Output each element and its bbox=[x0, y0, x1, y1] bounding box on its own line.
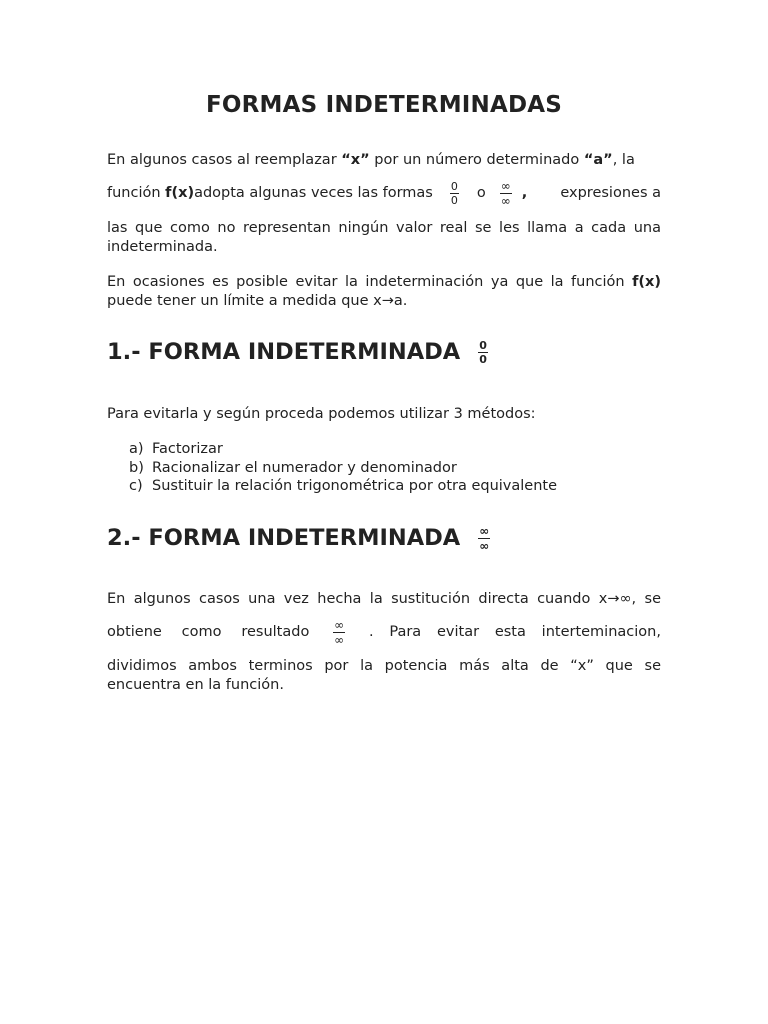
section-2-heading: 2.- FORMA INDETERMINADA $\frac{\infty}{\infty}$ bbox=[107, 523, 490, 553]
list-item: c) Sustituir la relación trigonométrica por otra equivalente bbox=[129, 478, 558, 494]
intro-line-2: función f(x) adopta algunas veces las formas $\frac{0}{0}$ o $\frac{\infty}{\infty}$ , expresiones a bbox=[107, 178, 661, 208]
section-2-line-2: obtiene como resultado $\frac{\infty}{\infty}$ . Para evitar esta interteminacion, bbox=[107, 617, 661, 647]
list-item: a) Factorizar bbox=[129, 441, 223, 457]
methods-list bbox=[129, 440, 557, 496]
section-1-heading: 1.- FORMA INDETERMINADA $\frac{0}{0}$ bbox=[107, 338, 487, 366]
intro-text-1: En algunos casos al reemplazar “x” por un número determinado “a”, la bbox=[107, 152, 635, 168]
list-item: b) Racionalizar el numerador y denominador bbox=[129, 459, 457, 476]
intro-paragraph-rest: las que como no representan ningún valor real se les llama a cada una indeterminada. bbox=[107, 220, 661, 255]
section-2-fraction: $\frac{\infty}{\infty}$ bbox=[479, 523, 490, 553]
page-title: FORMAS INDETERMINADAS bbox=[205, 92, 563, 118]
section-1-fraction: $\frac{0}{0}$ bbox=[479, 338, 487, 366]
intro-line-1 bbox=[107, 150, 661, 170]
paragraph-limit: En ocasiones es posible evitar la indeterminación ya que la función f(x) puede tener un límite a medida que x→a. bbox=[107, 274, 661, 309]
section-2-line-1: En algunos casos una vez hecha la sustitución directa cuando x→∞, se bbox=[107, 591, 661, 607]
section-2-paragraph-rest: dividimos ambos terminos por la potencia más alta de “x” que se encuentra en la función. bbox=[107, 658, 661, 693]
fraction-inf-over-inf: $\frac{\infty}{\infty}$ bbox=[500, 178, 511, 208]
fraction-zero-over-zero: $\frac{0}{0}$ bbox=[450, 179, 458, 207]
section-1-intro: Para evitarla y según proceda podemos utilizar 3 métodos: bbox=[107, 406, 536, 422]
section-2-inline-fraction: $\frac{\infty}{\infty}$ bbox=[334, 617, 345, 647]
